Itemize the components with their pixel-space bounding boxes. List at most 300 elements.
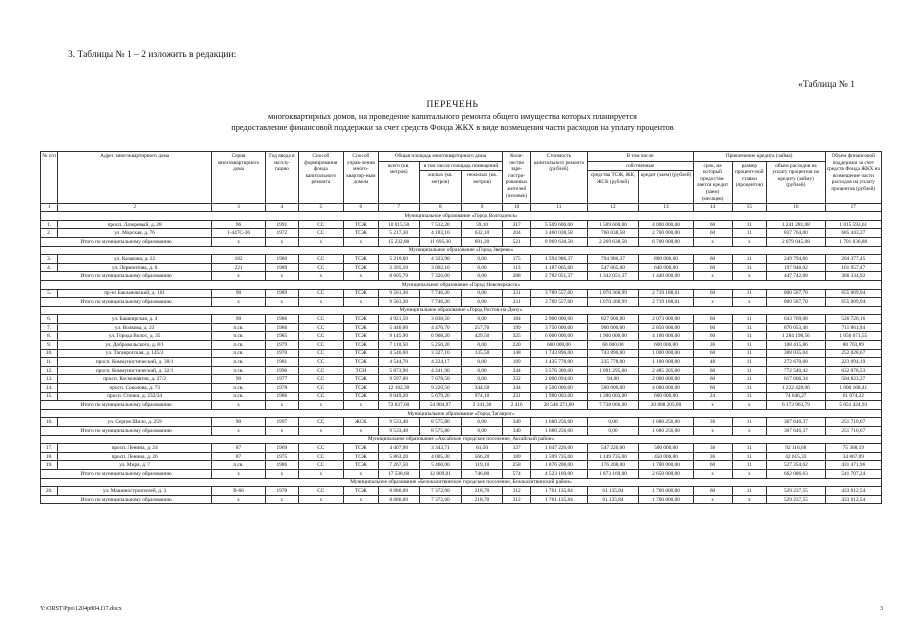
table-cell: 252 028,67 xyxy=(825,349,881,358)
table-cell: 60 xyxy=(693,384,732,393)
total-cell: 7 326,00 xyxy=(419,272,461,281)
column-number: 3 xyxy=(211,204,265,212)
table-cell: 1970 xyxy=(266,349,298,358)
total-cell: 529 237,55 xyxy=(767,495,825,504)
table-cell: ТСЖ xyxy=(344,358,379,367)
header-area-total: всего (кв. метров) xyxy=(378,161,419,204)
table-cell: 9 561,30 xyxy=(378,289,419,298)
total-cell: 54 904,97 xyxy=(419,401,461,410)
header-own-funds: собственные xyxy=(587,161,693,171)
table-cell: 307 646,37 xyxy=(767,418,825,427)
table-cell: 3 460 038,58 xyxy=(531,229,587,238)
table-cell: 90 xyxy=(211,315,265,324)
total-cell: 655 009,94 xyxy=(825,298,881,307)
table-cell: 189 xyxy=(503,452,531,461)
table-cell: СС xyxy=(298,358,343,367)
table-cell: 655 009,94 xyxy=(825,289,881,298)
total-cell: 9 561,30 xyxy=(378,298,419,307)
table-cell: 5 217,30 xyxy=(378,229,419,238)
total-cell: х xyxy=(298,427,343,436)
table-cell: 1977 xyxy=(266,375,298,384)
table-cell: 10 015,50 xyxy=(378,220,419,229)
table-cell: 1 050 671,55 xyxy=(825,332,881,341)
table-cell: 312 xyxy=(503,487,531,496)
table-cell: 794 986,37 xyxy=(587,255,639,264)
table-cell: 5 460,00 xyxy=(419,461,461,470)
table-cell: 36 xyxy=(693,444,732,453)
document-subtitle-2: предоставление финансовой поддержки за счет средств Фонда ЖКХ в виде возмещения части расходов на уплату процентов xyxy=(231,123,674,132)
table-cell: 4 921,50 xyxy=(378,315,419,324)
total-cell: 366 334,92 xyxy=(825,272,881,281)
table-cell: 600 000,00 xyxy=(639,392,693,401)
table-cell: п.св. xyxy=(211,358,265,367)
table-cell: 258 xyxy=(503,461,531,470)
table-cell: 0,00 xyxy=(461,366,502,375)
table-cell: 3. xyxy=(41,255,58,264)
total-cell: х xyxy=(266,401,298,410)
table-cell: 529 237,55 xyxy=(767,487,825,496)
table-cell: 3 789 557,00 xyxy=(531,289,587,298)
table-cell: просп. Лазоревый, д. 28 xyxy=(58,220,212,229)
table-cell: СС xyxy=(298,323,343,332)
table-cell: 1 509 600,00 xyxy=(587,220,639,229)
table-cell: 18. xyxy=(41,452,58,461)
header-interest-expenses: объем расходов на уплату процентов по кредиту (займу) (рублей) xyxy=(767,161,825,204)
total-cell: 1 700 000,00 xyxy=(639,495,693,504)
total-cell: 1 070 368,99 xyxy=(587,298,639,307)
table-cell: 119,10 xyxy=(461,461,502,470)
table-cell: 42 615,33 xyxy=(767,452,825,461)
table-cell: СС xyxy=(298,418,343,427)
total-cell: 0,00 xyxy=(461,298,502,307)
municipality-name: Муниципальное образование «Белокалитвинское городское поселение, Белокалитвинский район» xyxy=(41,478,882,487)
table-cell: 13. xyxy=(41,375,58,384)
total-cell: х xyxy=(266,495,298,504)
table-cell: 61,50 xyxy=(461,444,502,453)
table-cell: 249 794,66 xyxy=(767,255,825,264)
table-cell: 7 267,50 xyxy=(378,461,419,470)
total-cell: 1 873 169,00 xyxy=(587,469,639,478)
table-cell: 0,00 xyxy=(461,418,502,427)
table-cell: 340 xyxy=(503,418,531,427)
table-cell: 88 703,89 xyxy=(825,341,881,350)
table-cell: 1 241 281,08 xyxy=(767,220,825,229)
table-cell: 60 xyxy=(693,229,732,238)
total-cell: 312 xyxy=(503,495,531,504)
table-cell: 1 761 135,84 xyxy=(531,487,587,496)
table-cell: 711 861,94 xyxy=(825,323,881,332)
table-cell: 500 000,00 xyxy=(587,384,639,393)
total-row xyxy=(41,469,882,478)
total-cell: х xyxy=(693,237,732,246)
header-year: Год ввода в эксплу-тацию xyxy=(266,152,298,204)
table-cell: 9 533,40 xyxy=(378,418,419,427)
intro-text: 3. Таблицы № 1 – 2 изложить в редакции: xyxy=(68,50,237,60)
table-cell: 9. xyxy=(41,341,58,350)
table-cell: 223 094,19 xyxy=(825,358,881,367)
header-management: Способ управ-ления много-квартир-ным домом xyxy=(344,152,379,204)
table-cell: 11 xyxy=(732,358,767,367)
total-cell: 2 719 188,01 xyxy=(639,298,693,307)
table-cell: 8 086,00 xyxy=(378,487,419,496)
table-row xyxy=(41,358,882,367)
table-cell: 204 xyxy=(503,229,531,238)
total-cell: 541 707,24 xyxy=(825,469,881,478)
table-cell: 4 183,10 xyxy=(419,229,461,238)
header-support-volume: Объем финансовой поддержки за счет средств Фонда ЖКХ на возмещение части расходов на уплату процентов (рублей) xyxy=(825,152,881,204)
table-cell: СС xyxy=(298,332,343,341)
table-cell: 12. xyxy=(41,366,58,375)
table-cell: 60 xyxy=(693,461,732,470)
total-row xyxy=(41,401,882,410)
total-cell: 72 637,60 xyxy=(378,401,419,410)
total-label: Итого по муниципальному образованию xyxy=(41,401,212,410)
total-cell: х xyxy=(298,401,343,410)
table-cell: 2 073 000,00 xyxy=(639,315,693,324)
total-cell: х xyxy=(344,272,379,281)
table-cell: п.св. xyxy=(211,341,265,350)
total-cell: 28 546 271,00 xyxy=(531,401,587,410)
table-cell: 325 xyxy=(503,332,531,341)
table-cell: 547 226,00 xyxy=(587,444,639,453)
table-cell: 189 xyxy=(503,358,531,367)
table-cell: 197 948,02 xyxy=(767,263,825,272)
table-cell: СС xyxy=(298,220,343,229)
total-cell: х xyxy=(693,427,732,436)
total-cell: 6 700 000,00 xyxy=(639,237,693,246)
total-cell: 746,80 xyxy=(461,469,502,478)
municipality-row xyxy=(41,280,882,289)
table-cell: 617 006,34 xyxy=(767,375,825,384)
table-cell: ТСЖ xyxy=(344,263,379,272)
table-cell: ул. Казакова, д. 22 xyxy=(58,255,212,264)
total-cell: х xyxy=(344,427,379,436)
total-cell: 8 086,00 xyxy=(378,495,419,504)
table-cell: просп. Стачки, д. 232/34 xyxy=(58,392,212,401)
total-cell: х xyxy=(693,469,732,478)
table-cell: 1 149 735,00 xyxy=(587,452,639,461)
column-number: 4 xyxy=(266,204,298,212)
table-cell: 2 850 000,00 xyxy=(639,323,693,332)
table-cell: 60 000,00 xyxy=(587,341,639,350)
table-cell: п.св. xyxy=(211,366,265,375)
header-loan: кредит (заем) (рублей) xyxy=(639,171,693,204)
table-cell: 161 957,47 xyxy=(825,263,881,272)
table-cell: 0,00 xyxy=(461,263,502,272)
table-cell: просп. Ленина, д. 24 xyxy=(58,444,212,453)
table-cell: ТСЖ xyxy=(344,349,379,358)
table-cell: 36 xyxy=(693,452,732,461)
total-cell: 288 xyxy=(503,272,531,281)
table-cell: 344,50 xyxy=(461,384,502,393)
table-cell: 11 xyxy=(732,289,767,298)
table-cell: 90 xyxy=(211,375,265,384)
header-area-premises: в том числе площадь помещений xyxy=(419,161,502,171)
table-cell: 11 xyxy=(732,366,767,375)
table-cell: 429,50 xyxy=(461,332,502,341)
table-cell: 0,00 xyxy=(587,418,639,427)
table-cell: 827 000,00 xyxy=(587,315,639,324)
table-cell: СС xyxy=(298,229,343,238)
table-cell: 317 xyxy=(503,220,531,229)
column-number: 11 xyxy=(531,204,587,212)
table-cell: 4 005,30 xyxy=(419,452,461,461)
table-cell: 60 xyxy=(693,263,732,272)
column-number: 2 xyxy=(58,204,212,212)
header-credit-term: срок, на который предостав-ляется кредит (заем) (месяцев) xyxy=(693,161,732,204)
table-cell: 204 377,45 xyxy=(825,255,881,264)
header-residents: Коли-чество заре-гистри-рованных жителей (человек) xyxy=(503,152,531,204)
table-cell: 60 xyxy=(693,332,732,341)
table-cell: п.св. xyxy=(211,461,265,470)
total-cell: х xyxy=(211,272,265,281)
table-row xyxy=(41,255,882,264)
total-cell: 574 xyxy=(503,469,531,478)
table-cell: 11 xyxy=(732,349,767,358)
header-num: № п/п xyxy=(41,152,58,204)
table-cell: 9 220,50 xyxy=(419,384,461,393)
table-cell: 4 000 000,00 xyxy=(639,220,693,229)
table-cell: 60 xyxy=(693,323,732,332)
column-number: 7 xyxy=(378,204,419,212)
table-cell: СС xyxy=(298,263,343,272)
total-row xyxy=(41,272,882,281)
total-cell: х xyxy=(266,427,298,436)
table-cell: 7 746,20 xyxy=(419,289,461,298)
document-title: ПЕРЕЧЕНЬ xyxy=(426,100,479,110)
table-cell: 0,00 xyxy=(461,289,502,298)
total-cell: 15 232,80 xyxy=(378,237,419,246)
table-row xyxy=(41,418,882,427)
table-cell: 60 xyxy=(693,349,732,358)
table-cell: СС xyxy=(298,384,343,393)
table-cell: ТСЖ xyxy=(344,444,379,453)
table-cell: 1 015 593,61 xyxy=(825,220,881,229)
table-cell: 5 863,20 xyxy=(378,452,419,461)
table-cell: 1978 xyxy=(266,487,298,496)
total-label: Итого по муниципальному образованию xyxy=(41,298,212,307)
table-cell: 1 000 000,00 xyxy=(639,349,693,358)
total-cell: 1 701 036,88 xyxy=(825,237,881,246)
buildings-table xyxy=(40,151,882,504)
table-cell: 2 719 188,01 xyxy=(639,289,693,298)
column-number: 10 xyxy=(503,204,531,212)
table-cell: 3 327,10 xyxy=(419,349,461,358)
table-row xyxy=(41,341,882,350)
table-cell: 1 435 778,00 xyxy=(531,358,587,367)
table-cell: 218,70 xyxy=(461,487,502,496)
table-cell: 235 778,00 xyxy=(587,358,639,367)
total-cell: х xyxy=(693,272,732,281)
table-cell: 11 xyxy=(732,444,767,453)
table-cell: 257,70 xyxy=(461,323,502,332)
table-cell: ТСЖ xyxy=(344,392,379,401)
table-cell: 17. xyxy=(41,444,58,453)
table-cell: 75 368,19 xyxy=(825,444,881,453)
table-cell: 1 743 896,00 xyxy=(531,349,587,358)
table-cell: 113 xyxy=(503,263,531,272)
table-cell: 760 038,58 xyxy=(587,229,639,238)
table-cell: 8 575,80 xyxy=(419,418,461,427)
table-cell: 135,50 xyxy=(461,349,502,358)
table-cell: ул. Волкова, д. 23 xyxy=(58,323,212,332)
table-cell: 5 873,90 xyxy=(378,366,419,375)
table-cell: 11 xyxy=(732,375,767,384)
table-cell: ул. Морская, д. 76 xyxy=(58,229,212,238)
table-cell: 450 000,00 xyxy=(639,452,693,461)
total-cell: 1 680 256,00 xyxy=(639,427,693,436)
total-cell: 340 xyxy=(503,427,531,436)
table-cell: 547 065,00 xyxy=(587,263,639,272)
municipality-row xyxy=(41,435,882,444)
total-row xyxy=(41,298,882,307)
column-number: 1 xyxy=(41,204,58,212)
table-cell: 431 471,96 xyxy=(825,461,881,470)
table-cell: 6. xyxy=(41,315,58,324)
column-number: 13 xyxy=(639,204,693,212)
table-cell: 94,00 xyxy=(587,375,639,384)
table-cell: 772 540,42 xyxy=(767,366,825,375)
table-cell: п.св. xyxy=(211,323,265,332)
table-cell: 1972 xyxy=(266,229,298,238)
table-cell: п.св. xyxy=(211,392,265,401)
municipality-name: Муниципальное образование «Аксайское городское поселение, Аксайский район» xyxy=(41,435,882,444)
table-cell: 2 700 000,00 xyxy=(639,229,693,238)
table-cell: II-66 xyxy=(211,487,265,496)
total-cell: х xyxy=(298,272,343,281)
table-cell: 4 000 000,00 xyxy=(639,384,693,393)
table-row xyxy=(41,220,882,229)
table-cell: 59,10 xyxy=(461,220,502,229)
table-cell: 332 xyxy=(503,375,531,384)
table-cell: ТСЖ xyxy=(344,229,379,238)
column-number: 17 xyxy=(825,204,881,212)
table-cell: просп. Коммунистический, д. 32/1 xyxy=(58,366,212,375)
table-cell: 11 xyxy=(732,341,767,350)
table-row xyxy=(41,487,882,496)
table-cell: 220 xyxy=(503,341,531,350)
total-cell: 8 575,80 xyxy=(419,427,461,436)
table-cell: просп. Космонавтов, д. 27/2 xyxy=(58,375,212,384)
header-fund-method: Способ формирования фонда капитального ремонта xyxy=(298,152,343,204)
table-cell: 1 900 000,00 xyxy=(587,332,639,341)
table-cell: 11 xyxy=(732,255,767,264)
table-cell: 48 xyxy=(693,358,732,367)
table-cell: 9 597,00 xyxy=(378,375,419,384)
table-cell: ТСЖ xyxy=(344,332,379,341)
table-cell: 14. xyxy=(41,384,58,393)
footer-file-path: Y:\ORST\Ppo\1204p804.f17.docx xyxy=(40,606,122,612)
table-row xyxy=(41,332,882,341)
total-cell: х xyxy=(266,469,298,478)
table-cell: 5 210,60 xyxy=(378,255,419,264)
table-cell: 0,00 xyxy=(461,315,502,324)
total-cell: х xyxy=(211,298,265,307)
table-cell: 1 070 368,99 xyxy=(587,289,639,298)
table-cell: 1 680 256,00 xyxy=(639,418,693,427)
table-cell: 1 187 065,00 xyxy=(531,263,587,272)
total-cell: 251 710,67 xyxy=(825,427,881,436)
column-number: 6 xyxy=(344,204,379,212)
total-cell: 1 680 256,00 xyxy=(531,427,587,436)
total-cell: х xyxy=(732,427,767,436)
table-cell: 0,00 xyxy=(461,255,502,264)
municipality-name: Муниципальное образование «Город Таганрог» xyxy=(41,409,882,418)
table-cell: 6 000 000,00 xyxy=(531,332,587,341)
total-cell: х xyxy=(211,469,265,478)
table-cell: 7 512,20 xyxy=(419,220,461,229)
header-interest-rate: размер процент-ной ставки (процентов) xyxy=(732,161,767,204)
table-cell: 11 xyxy=(732,418,767,427)
total-label: Итого по муниципальному образованию xyxy=(41,495,212,504)
table-cell: 1 380 003,00 xyxy=(587,392,639,401)
total-cell: 4 523 169,00 xyxy=(531,469,587,478)
table-cell: 11. xyxy=(41,358,58,367)
table-cell: 251 710,67 xyxy=(825,418,881,427)
table-cell: 800 000,00 xyxy=(639,255,693,264)
table-cell: 1 100 000,00 xyxy=(639,358,693,367)
total-cell: х xyxy=(732,237,767,246)
table-cell: ТСЖ xyxy=(344,452,379,461)
total-cell: 7 746,20 xyxy=(419,298,461,307)
table-reference: «Таблица № 1 xyxy=(798,80,855,90)
table-cell: 184 xyxy=(503,315,531,324)
table-cell: 61 135,84 xyxy=(587,487,639,496)
table-cell: 60 xyxy=(693,487,732,496)
table-cell: 11 xyxy=(732,392,767,401)
total-cell: х xyxy=(211,401,265,410)
total-cell: х xyxy=(344,495,379,504)
total-cell: 0,00 xyxy=(587,427,639,436)
table-cell: 7 678,50 xyxy=(419,375,461,384)
table-cell: 1997 xyxy=(266,418,298,427)
table-cell: 24 xyxy=(693,392,732,401)
table-cell: 1986 xyxy=(266,461,298,470)
total-cell: х xyxy=(344,237,379,246)
table-cell: 90 xyxy=(211,418,265,427)
table-cell: просп. Коммунистический, д. 30/1 xyxy=(58,358,212,367)
table-cell: 1991 xyxy=(266,220,298,229)
table-cell: 1980 xyxy=(266,255,298,264)
total-cell: 6 173 963,79 xyxy=(767,401,825,410)
header-total-area: Общая площадь многоквартирного дома xyxy=(378,152,502,162)
table-cell: 61 074,22 xyxy=(825,392,881,401)
table-cell: 11 xyxy=(732,220,767,229)
table-cell: 800 567,70 xyxy=(767,289,825,298)
total-cell: х xyxy=(298,237,343,246)
table-cell: 11 xyxy=(732,332,767,341)
table-cell: 1985 xyxy=(266,332,298,341)
table-cell: 1986 xyxy=(266,392,298,401)
table-cell: 4 407,90 xyxy=(378,444,419,453)
table-cell: 2 000 000,00 xyxy=(639,375,693,384)
table-cell: 20. xyxy=(41,487,58,496)
table-cell: 11 xyxy=(732,461,767,470)
total-cell: х xyxy=(693,298,732,307)
column-number: 16 xyxy=(767,204,825,212)
table-cell: СС xyxy=(298,289,343,298)
table-row xyxy=(41,461,882,470)
table-cell: ТСЖ xyxy=(344,289,379,298)
total-label: Итого по муниципальному образованию xyxy=(41,237,212,246)
table-cell: ул. Мира, д. 7 xyxy=(58,461,212,470)
table-cell: 11 xyxy=(732,263,767,272)
table-cell: 640 000,00 xyxy=(639,263,693,272)
table-cell: ул. Города Волос, д. 35 xyxy=(58,332,212,341)
table-cell: ул. Таганрогская, д. 145/2 xyxy=(58,349,212,358)
total-cell: х xyxy=(732,298,767,307)
table-cell: 8. xyxy=(41,332,58,341)
